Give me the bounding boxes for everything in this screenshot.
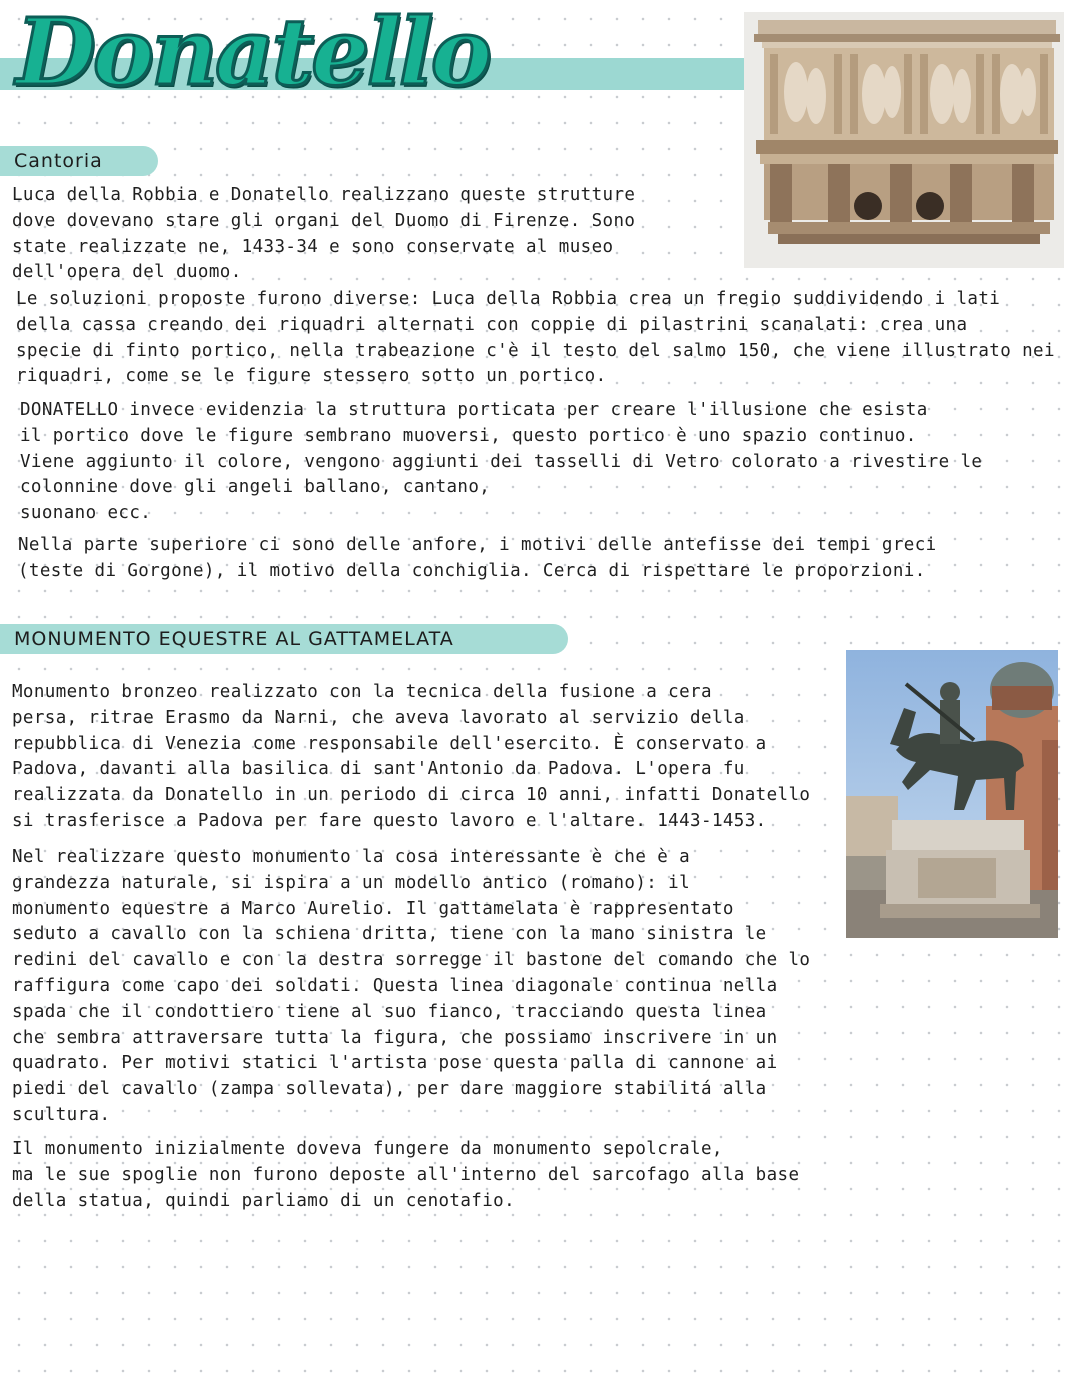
cantoria-paragraph-donatello: DONATELLO invece evidenzia la struttura porticata per creare l'illusione che esista il portico dove le figure sembrano muoversi, questo portico è uno spazio continuo. Viene aggiunto il colore, vengono aggiunti dei tasselli di Vetro colorato a rivestire le colonnine dove gli angeli ballano, cantano, suonano ecc. — [20, 400, 983, 524]
page-title: Donatello — [16, 0, 489, 106]
gattamelata-paragraph-cenotaph: Il monumento inizialmente doveva fungere da monumento sepolcrale, ma le sue spoglie non furono deposte all'interno del sarcofago alla base della statua, quindi parliamo di un cenotafio. — [12, 1139, 800, 1211]
section-heading-cantoria: Cantoria — [0, 146, 158, 176]
section-heading-gattamelata: MONUMENTO EQUESTRE AL GATTAMELATA — [0, 624, 568, 654]
cantoria-paragraph-intro: Luca della Robbia e Donatello realizzano queste strutture dove dovevano stare gli organi del Duomo di Firenze. Sono state realizzate ne, 1433-34 e sono conservate al museo dell'opera del duomo. — [12, 185, 636, 283]
gattamelata-paragraph-intro: Monumento bronzeo realizzato con la tecnica della fusione a cera persa, ritrae Erasmo da Narni, che aveva lavorato al servizio della repubblica di Venezia come responsabile dell'esercito. È conservato a Padova, davanti alla basilica di sant'Antonio da Padova. L'opera fu realizzata da Donatello in un periodo di circa 10 anni, infatti Donatello si trasferisce a Padova per fare questo lavoro e l'altare. 1443-1453. — [12, 682, 811, 831]
cantoria-paragraph-upper: Nella parte superiore ci sono delle anfore, i motivi delle antefisse dei tempi greci (teste di Gorgone), il motivo della conchiglia. Cerca di rispettare le proporzioni. — [18, 535, 937, 581]
gattamelata-paragraph-description: Nel realizzare questo monumento la cosa interessante è che è a grandezza naturale, si ispira a un modello antico (romano): il monumento equestre a Marco Aurelio. Il gattamelata è rappresentato seduto a cavallo con la schiena dritta, tiene con la mano sinistra le redini del cavallo e con la destra sorregge il bastone del comando che lo raffigura come capo dei soldati. Questa linea diagonale continua nella spada che il condottiero tiene al suo fianco, tracciando questa linea che sembra attraversare tutta la figura, che possiamo inscrivere in un quadrato. Per motivi statici l'artista pose questa palla di cannone ai piedi del cavallo (zampa sollevata), per dare maggiore stabilitá alla scultura. — [12, 847, 811, 1125]
cantoria-paragraph-robbia: Le soluzioni proposte furono diverse: Luca della Robbia crea un fregio suddividendo i lati della cassa creando dei riquadri alternati con coppie di pilastrini scanalati: crea una specie di finto portico, nella trabeazione c'è il testo del salmo 150, che viene illustrato nei riquadri, come se le figure stessero sotto un portico. — [16, 289, 1055, 387]
gattamelata-photo — [846, 650, 1058, 938]
cantoria-photo — [744, 12, 1064, 268]
